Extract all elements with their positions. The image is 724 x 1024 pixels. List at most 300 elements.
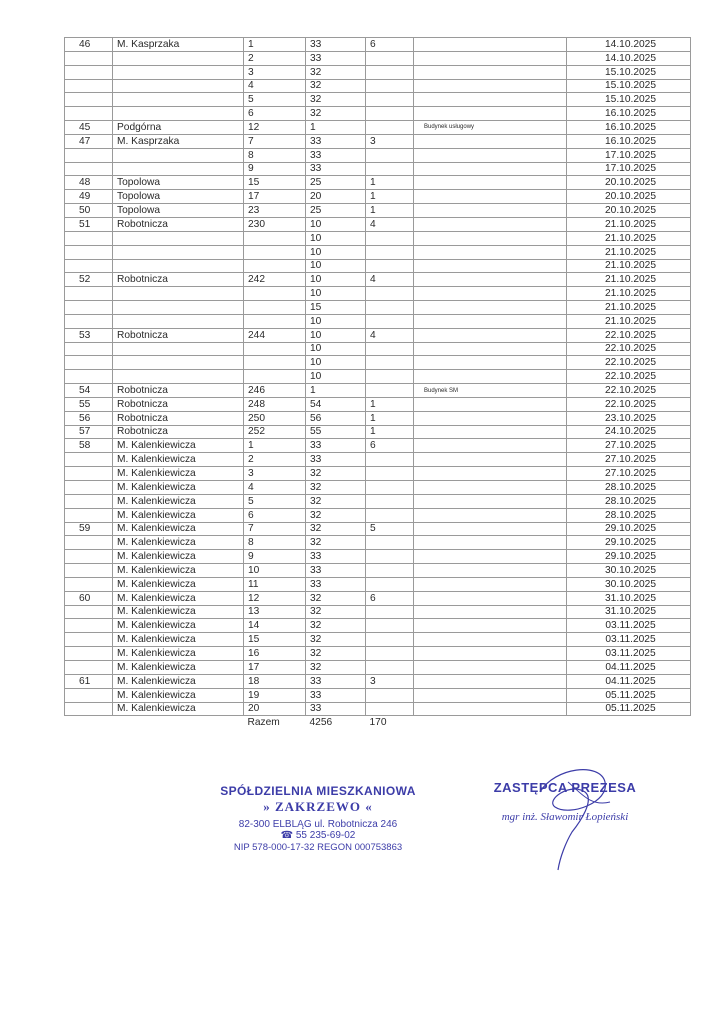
cell-flat-count: 32 [306,93,366,107]
cell-row-number [65,259,113,273]
table-row [65,647,691,661]
cell-street [113,259,244,273]
cell-note [414,425,567,439]
cell-date: 03.11.2025 [567,619,691,633]
cell-note [414,204,567,218]
cell-unit-count: 1 [366,425,414,439]
cell-building [244,245,306,259]
cell-street: M. Kasprzaka [113,134,244,148]
cell-building: 3 [244,65,306,79]
cell-street: Robotnicza [113,384,244,398]
cell-street [113,287,244,301]
table-row [65,121,691,135]
cell-street [113,148,244,162]
cell-flat-count: 25 [306,204,366,218]
cell-building: 248 [244,397,306,411]
cell-note [414,660,567,674]
table-row [65,453,691,467]
cell-street: M. Kalenkiewicza [113,619,244,633]
cell-unit-count [366,51,414,65]
cell-note [414,536,567,550]
cell-unit-count [366,231,414,245]
cell-building: 14 [244,619,306,633]
cell-date: 28.10.2025 [567,481,691,495]
cell-date: 27.10.2025 [567,453,691,467]
table-row [65,273,691,287]
cell-street: M. Kalenkiewicza [113,439,244,453]
table-row [65,176,691,190]
cell-building: 242 [244,273,306,287]
cell-street [113,245,244,259]
stamp-name: SPÓŁDZIELNIA MIESZKANIOWA [220,784,416,798]
cell-street: Topolowa [113,190,244,204]
cell-street: M. Kalenkiewicza [113,577,244,591]
cell-flat-count: 55 [306,425,366,439]
cell-row-number: 48 [65,176,113,190]
cell-building: 20 [244,702,306,716]
cell-building: 15 [244,633,306,647]
cell-note [414,674,567,688]
cell-street: M. Kalenkiewicza [113,494,244,508]
cell-flat-count: 32 [306,79,366,93]
cell-building: 246 [244,384,306,398]
cell-flat-count: 32 [306,65,366,79]
cell-note [414,314,567,328]
cell-unit-count [366,384,414,398]
cell-flat-count: 33 [306,51,366,65]
cell-flat-count: 10 [306,314,366,328]
cell-row-number [65,453,113,467]
cell-street: M. Kalenkiewicza [113,536,244,550]
cell-street: M. Kasprzaka [113,38,244,52]
cell-unit-count: 5 [366,522,414,536]
cell-note [414,619,567,633]
cell-date: 22.10.2025 [567,397,691,411]
cell-flat-count: 32 [306,605,366,619]
cell-flat-count: 32 [306,660,366,674]
cell-date: 04.11.2025 [567,674,691,688]
cell-building: 18 [244,674,306,688]
cell-street [113,314,244,328]
table-row [65,619,691,633]
cell-row-number: 61 [65,674,113,688]
cell-flat-count: 32 [306,481,366,495]
cell-date: 15.10.2025 [567,79,691,93]
cell-date: 16.10.2025 [567,121,691,135]
cell-unit-count: 4 [366,217,414,231]
table-row [65,148,691,162]
cell-unit-count [366,245,414,259]
total-spacer [567,716,691,729]
cell-row-number [65,65,113,79]
cell-date: 22.10.2025 [567,356,691,370]
cell-row-number [65,370,113,384]
cell-flat-count: 33 [306,688,366,702]
cell-building: 5 [244,93,306,107]
cell-date: 20.10.2025 [567,204,691,218]
cell-note [414,356,567,370]
cell-street: Topolowa [113,204,244,218]
cell-date: 14.10.2025 [567,51,691,65]
cell-unit-count [366,121,414,135]
cell-flat-count: 56 [306,411,366,425]
cell-flat-count: 32 [306,591,366,605]
cell-flat-count: 15 [306,301,366,315]
cell-building: 3 [244,467,306,481]
cell-street: M. Kalenkiewicza [113,508,244,522]
cell-street [113,93,244,107]
cell-unit-count [366,536,414,550]
cell-row-number [65,356,113,370]
cell-date: 21.10.2025 [567,301,691,315]
cell-unit-count [366,93,414,107]
cell-note [414,259,567,273]
cell-unit-count [366,356,414,370]
table-row [65,439,691,453]
cell-note [414,522,567,536]
cell-date: 30.10.2025 [567,577,691,591]
cell-building: 4 [244,481,306,495]
cell-note [414,217,567,231]
cell-row-number [65,660,113,674]
cell-date: 16.10.2025 [567,134,691,148]
table-row [65,536,691,550]
cell-unit-count [366,494,414,508]
table-row [65,522,691,536]
cell-note [414,273,567,287]
cell-street [113,231,244,245]
cell-flat-count: 10 [306,273,366,287]
cell-building: 17 [244,660,306,674]
cell-unit-count [366,660,414,674]
table-sheet [64,37,690,729]
cell-flat-count: 10 [306,328,366,342]
cell-street: M. Kalenkiewicza [113,633,244,647]
cell-note [414,328,567,342]
cell-street: M. Kalenkiewicza [113,605,244,619]
cell-row-number [65,633,113,647]
cell-note [414,245,567,259]
cell-date: 31.10.2025 [567,591,691,605]
cell-unit-count: 4 [366,328,414,342]
cell-date: 29.10.2025 [567,522,691,536]
cell-building: 5 [244,494,306,508]
cell-street [113,342,244,356]
cell-flat-count: 33 [306,453,366,467]
cell-building: 19 [244,688,306,702]
cell-street: M. Kalenkiewicza [113,702,244,716]
table-row [65,245,691,259]
table-row [65,301,691,315]
cell-building: 8 [244,536,306,550]
cell-note [414,564,567,578]
table-row [65,397,691,411]
cell-building: 23 [244,204,306,218]
cell-flat-count: 33 [306,577,366,591]
cell-flat-count: 33 [306,550,366,564]
cell-date: 21.10.2025 [567,259,691,273]
table-row [65,356,691,370]
cell-row-number [65,481,113,495]
signature-name: mgr inż. Sławomir Łopieński [501,811,629,823]
cell-date: 21.10.2025 [567,273,691,287]
cell-note [414,301,567,315]
cell-building [244,370,306,384]
cell-row-number: 60 [65,591,113,605]
cell-date: 21.10.2025 [567,245,691,259]
cell-row-number [65,536,113,550]
cell-flat-count: 32 [306,494,366,508]
cell-building: 2 [244,51,306,65]
stamp-short-name: » ZAKRZEWO « [263,799,373,814]
table-row [65,38,691,52]
cell-date: 20.10.2025 [567,176,691,190]
cell-note [414,79,567,93]
cell-street [113,79,244,93]
cooperative-stamp [218,784,418,853]
cell-row-number: 56 [65,411,113,425]
cell-date: 03.11.2025 [567,633,691,647]
cell-unit-count [366,702,414,716]
cell-date: 31.10.2025 [567,605,691,619]
cell-building: 12 [244,591,306,605]
cell-row-number [65,79,113,93]
cell-flat-count: 10 [306,245,366,259]
cell-note [414,550,567,564]
cell-note [414,162,567,176]
cell-note: Budynek usługowy [414,121,567,135]
stamp-address: 82-300 ELBLĄG ul. Robotnicza 246 [238,819,398,830]
cell-unit-count [366,550,414,564]
cell-unit-count: 1 [366,176,414,190]
cell-note [414,439,567,453]
cell-row-number [65,577,113,591]
cell-note [414,148,567,162]
cell-street [113,51,244,65]
cell-unit-count [366,564,414,578]
cell-row-number: 52 [65,273,113,287]
cell-flat-count: 33 [306,564,366,578]
cell-row-number [65,287,113,301]
cell-note [414,370,567,384]
cell-street: M. Kalenkiewicza [113,481,244,495]
cell-note [414,467,567,481]
table-row [65,328,691,342]
cell-row-number [65,564,113,578]
table-row [65,702,691,716]
cell-unit-count [366,79,414,93]
cell-flat-count: 10 [306,370,366,384]
cell-building: 12 [244,121,306,135]
table-row [65,51,691,65]
cell-date: 14.10.2025 [567,38,691,52]
table-row [65,65,691,79]
cell-street: Robotnicza [113,217,244,231]
cell-note [414,65,567,79]
cell-building: 9 [244,162,306,176]
cell-date: 30.10.2025 [567,564,691,578]
cell-building: 15 [244,176,306,190]
cell-date: 16.10.2025 [567,107,691,121]
cell-date: 28.10.2025 [567,494,691,508]
cell-date: 22.10.2025 [567,384,691,398]
cell-row-number [65,245,113,259]
table-row [65,660,691,674]
table-row [65,425,691,439]
cell-unit-count: 6 [366,439,414,453]
table-row [65,134,691,148]
cell-note [414,577,567,591]
cell-street: Robotnicza [113,328,244,342]
table-row [65,204,691,218]
table-row [65,591,691,605]
cell-building [244,356,306,370]
cell-street: M. Kalenkiewicza [113,522,244,536]
table-row [65,190,691,204]
cell-row-number: 55 [65,397,113,411]
table-row [65,550,691,564]
cell-unit-count: 6 [366,38,414,52]
cell-date: 05.11.2025 [567,688,691,702]
cell-building: 9 [244,550,306,564]
cell-date: 22.10.2025 [567,370,691,384]
cell-flat-count: 33 [306,38,366,52]
cell-row-number: 57 [65,425,113,439]
cell-date: 29.10.2025 [567,536,691,550]
cell-unit-count [366,605,414,619]
cell-date: 27.10.2025 [567,439,691,453]
table-row [65,287,691,301]
cell-unit-count [366,481,414,495]
cell-note [414,647,567,661]
cell-street: Topolowa [113,176,244,190]
cell-unit-count [366,647,414,661]
cell-flat-count: 54 [306,397,366,411]
cell-street: Podgórna [113,121,244,135]
total-row [65,716,691,729]
total-spacer [414,716,567,729]
cell-building [244,342,306,356]
cell-unit-count [366,453,414,467]
cell-building: 6 [244,508,306,522]
cell-date: 21.10.2025 [567,231,691,245]
table-row [65,370,691,384]
cell-street: M. Kalenkiewicza [113,591,244,605]
cell-building: 7 [244,522,306,536]
cell-building: 2 [244,453,306,467]
table-row [65,162,691,176]
cell-unit-count [366,301,414,315]
cell-note [414,287,567,301]
signature-block [470,780,660,823]
cell-flat-count: 32 [306,647,366,661]
cell-flat-count: 10 [306,356,366,370]
stamp-phone: ☎ 55 235-69-02 [280,830,356,841]
table-row [65,411,691,425]
handwritten-signature-icon [510,762,640,872]
cell-note [414,134,567,148]
cell-street: M. Kalenkiewicza [113,674,244,688]
table-row [65,384,691,398]
cell-street: M. Kalenkiewicza [113,688,244,702]
cell-unit-count [366,259,414,273]
table-row [65,342,691,356]
cell-building: 252 [244,425,306,439]
cell-street [113,356,244,370]
cell-street: M. Kalenkiewicza [113,453,244,467]
cell-note [414,397,567,411]
cell-flat-count: 1 [306,121,366,135]
cell-building: 7 [244,134,306,148]
cell-note [414,453,567,467]
cell-street: Robotnicza [113,397,244,411]
cell-building: 4 [244,79,306,93]
cell-flat-count: 32 [306,633,366,647]
cell-note [414,190,567,204]
cell-note [414,107,567,121]
cell-street [113,65,244,79]
cell-building [244,314,306,328]
cell-street [113,370,244,384]
cell-date: 22.10.2025 [567,342,691,356]
table-row [65,217,691,231]
cell-flat-count: 33 [306,134,366,148]
cell-building: 8 [244,148,306,162]
cell-note: Budynek SM [414,384,567,398]
cell-row-number: 53 [65,328,113,342]
cell-date: 21.10.2025 [567,287,691,301]
cell-flat-count: 1 [306,384,366,398]
cell-date: 21.10.2025 [567,217,691,231]
cell-building [244,231,306,245]
cell-street: M. Kalenkiewicza [113,647,244,661]
cell-street: M. Kalenkiewicza [113,467,244,481]
cell-date: 05.11.2025 [567,702,691,716]
table-row [65,467,691,481]
cell-row-number [65,508,113,522]
cell-row-number [65,51,113,65]
cell-row-number [65,605,113,619]
cell-flat-count: 32 [306,467,366,481]
cell-row-number [65,342,113,356]
cell-row-number: 51 [65,217,113,231]
cell-row-number [65,301,113,315]
cell-row-number [65,688,113,702]
cell-flat-count: 20 [306,190,366,204]
cell-building: 1 [244,38,306,52]
cell-flat-count: 32 [306,536,366,550]
cell-date: 24.10.2025 [567,425,691,439]
cell-unit-count: 3 [366,134,414,148]
cell-street: M. Kalenkiewicza [113,564,244,578]
cell-building [244,287,306,301]
cell-unit-count: 1 [366,204,414,218]
stamp-ids: NIP 578-000-17-32 REGON 000753863 [233,842,403,853]
cell-note [414,231,567,245]
cell-row-number: 59 [65,522,113,536]
cell-row-number [65,550,113,564]
cell-row-number [65,231,113,245]
cell-row-number: 46 [65,38,113,52]
cell-date: 15.10.2025 [567,65,691,79]
cell-date: 17.10.2025 [567,162,691,176]
cell-unit-count [366,577,414,591]
cell-row-number: 45 [65,121,113,135]
cell-row-number [65,494,113,508]
table-row [65,508,691,522]
cell-flat-count: 32 [306,107,366,121]
cell-date: 15.10.2025 [567,93,691,107]
